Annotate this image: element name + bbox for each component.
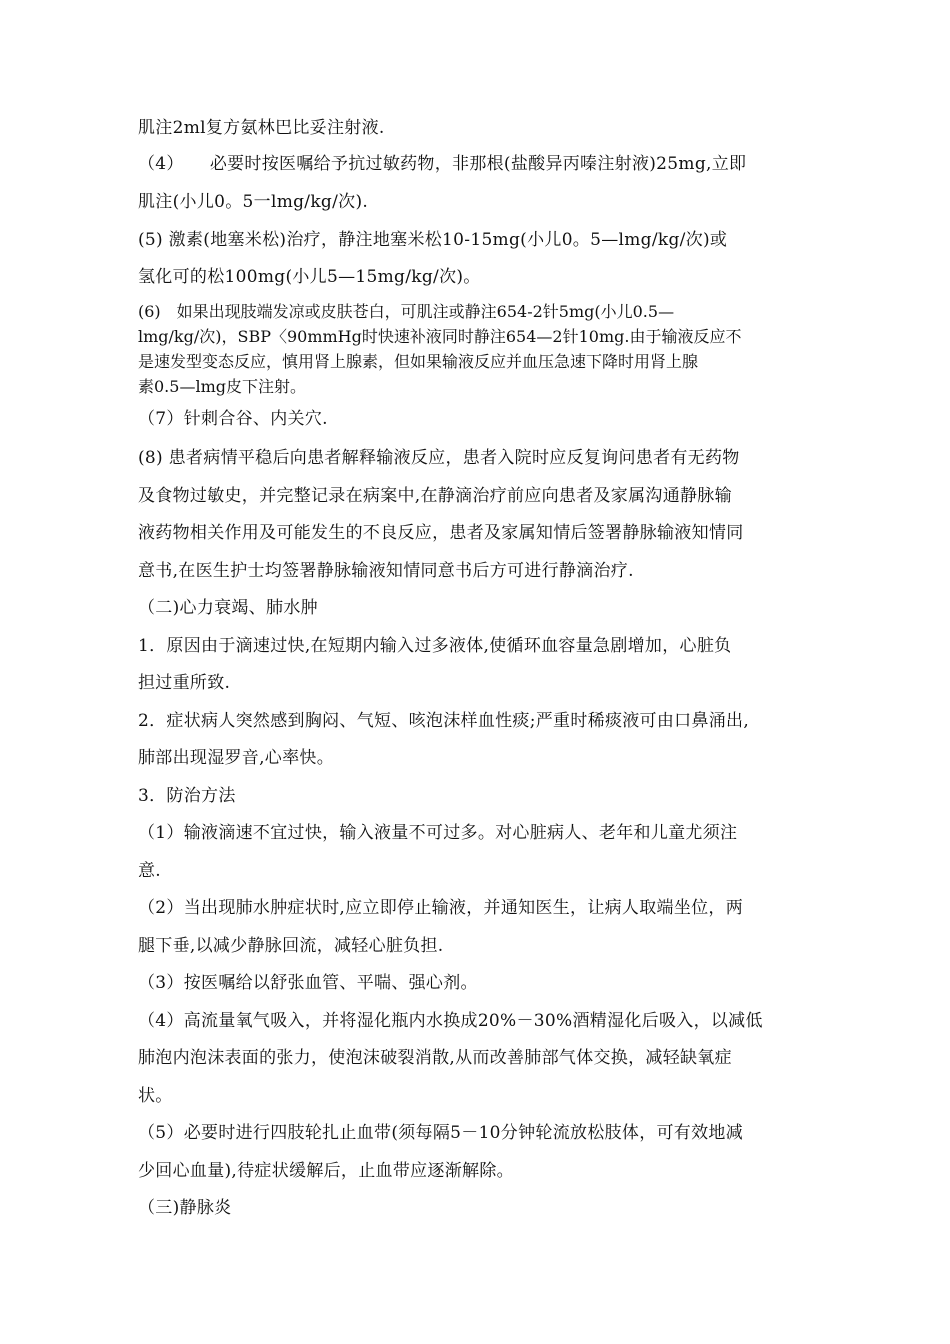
text-line: 液药物相关作用及可能发生的不良反应，患者及家属知情后签署静脉输液知情同 — [138, 523, 744, 543]
list-item-5: (5) 激素(地塞米松)治疗，静注地塞米松10-15mg(小儿0。5—lmg/kg/次)或 — [138, 230, 728, 250]
numbered-item-3: 3．防治方法 — [138, 786, 236, 806]
numbered-item-1: 1．原因由于滴速过快,在短期内输入过多液体,使循环血容量急剧增加，心脏负 — [138, 636, 732, 656]
list-item-4: （4）高流量氧气吸入，并将湿化瓶内水换成20%－30%酒精湿化后吸入，以减低 — [138, 1011, 763, 1031]
text-line: 肌注2ml复方氨林巴比妥注射液. — [138, 118, 385, 138]
list-item-1: （1）输液滴速不宜过快，输入液量不可过多。对心脏病人、老年和儿童尤须注 — [138, 823, 738, 843]
text-line: 是速发型变态反应，慎用肾上腺素，但如果输液反应并血压急速下降时用肾上腺 — [138, 352, 699, 371]
list-item-7: （7）针刺合谷、内关穴. — [138, 409, 328, 429]
text-line: 肺部出现湿罗音,心率快。 — [138, 748, 335, 768]
text-line: 状。 — [138, 1086, 173, 1106]
list-item-8: (8) 患者病情平稳后向患者解释输液反应，患者入院时应反复询问患者有无药物 — [138, 448, 740, 468]
text-line: 意书,在医生护士均签署静脉输液知情同意书后方可进行静滴治疗. — [138, 561, 634, 581]
section-heading: （二)心力衰竭、肺水肿 — [138, 598, 318, 618]
text-line: 氢化可的松100mg(小儿5—15mg/kg/次)。 — [138, 267, 481, 287]
list-item-3: （3）按医嘱给以舒张血管、平喘、强心剂。 — [138, 973, 478, 993]
text-line: 及食物过敏史，并完整记录在病案中,在静滴治疗前应向患者及家属沟通静脉输 — [138, 486, 732, 506]
text-line: 担过重所致. — [138, 673, 231, 693]
text-line: 肌注(小儿0。5一lmg/kg/次). — [138, 192, 369, 212]
list-item-2: （2）当出现肺水肿症状时,应立即停止输液，并通知医生，让病人取端坐位，两 — [138, 898, 744, 918]
text-line: 意. — [138, 861, 162, 881]
section-heading: （三)静脉炎 — [138, 1198, 232, 1218]
list-item-4: （4） 必要时按医嘱给予抗过敏药物，非那根(盐酸异丙嗪注射液)25mg,立即 — [138, 154, 747, 174]
list-item-5: （5）必要时进行四肢轮扎止血带(须每隔5－10分钟轮流放松肢体，可有效地减 — [138, 1123, 743, 1143]
text-line: 肺泡内泡沫表面的张力，使泡沫破裂消散,从而改善肺部气体交换，减轻缺氧症 — [138, 1048, 732, 1068]
numbered-item-2: 2．症状病人突然感到胸闷、气短、咳泡沫样血性痰;严重时稀痰液可由口鼻涌出, — [138, 711, 750, 731]
text-line: lmg/kg/次)，SBP〈90mmHg时快速补液同时静注654—2针10mg.由于输液反应不 — [138, 327, 742, 346]
text-line: 素0.5—lmg皮下注射。 — [138, 377, 306, 396]
text-line: 少回心血量),待症状缓解后，止血带应逐渐解除。 — [138, 1161, 514, 1181]
list-item-6: (6) 如果出现肢端发凉或皮肤苍白，可肌注或静注654-2针5mg(小儿0.5— — [138, 302, 675, 321]
text-line: 腿下垂,以减少静脉回流，减轻心脏负担. — [138, 936, 444, 956]
